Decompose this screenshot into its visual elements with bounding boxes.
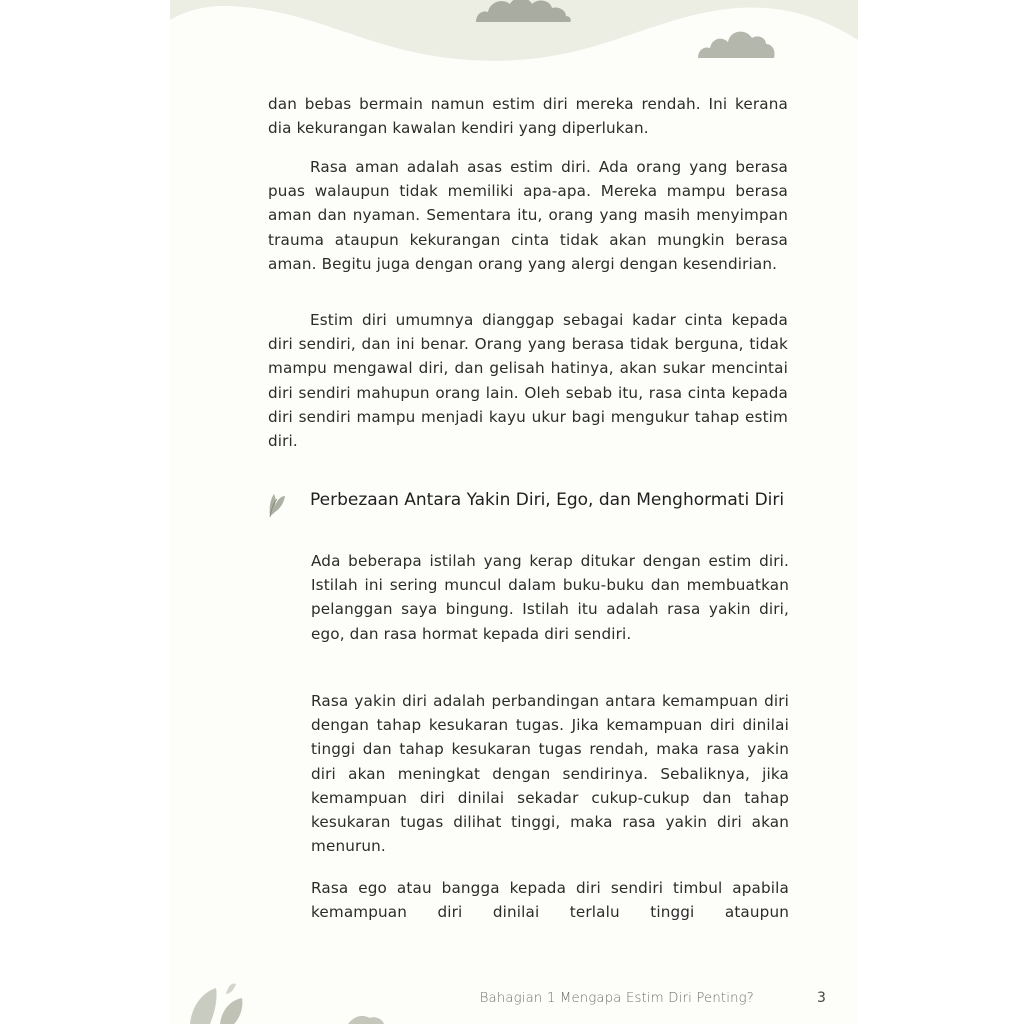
leaves-illustration <box>170 964 470 1024</box>
paragraph: Rasa aman adalah asas estim diri. Ada orang yang berasa puas walaupun tidak memiliki apa-apa. Mereka mampu berasa aman dan nyaman. Sementara itu, orang yang masih menyimpan trauma ataupun kekurangan cinta tidak akan mungkin berasa aman. Begitu juga dengan orang yang alergi dengan kesendirian. <box>268 158 788 273</box>
paragraph: dan bebas bermain namun estim diri mereka rendah. Ini kerana dia kekurangan kawalan kendiri yang diperlukan. <box>268 95 788 138</box>
hills-clouds-illustration <box>170 0 858 70</box>
paragraph: Rasa yakin diri adalah perbandingan antara kemampuan diri dengan tahap kesukaran tugas. Jika kemampuan diri dinilai tinggi dan tahap kesukaran tugas rendah, maka rasa yakin diri akan meningkat dengan sendirinya. Sebaliknya, jika kemampuan diri dinilai sekadar cukup-cukup dan tahap kesukaran tugas dilihat tinggi, maka rasa yakin diri akan menurun. <box>311 692 789 856</box>
leaf-icon <box>266 490 288 518</box>
page-number: 3 <box>817 990 826 1006</box>
section-heading: Perbezaan Antara Yakin Diri, Ego, dan Menghormati Diri <box>310 490 785 510</box>
running-footer-title: Bahagian 1 Mengapa Estim Diri Penting? <box>479 991 754 1006</box>
cloud-icon <box>698 32 775 58</box>
paragraph: Ada beberapa istilah yang kerap ditukar dengan estim diri. Istilah ini sering muncul dalam buku-buku dan membuatkan pelanggan saya bingung. Istilah itu adalah rasa yakin diri, ego, dan rasa hormat kepada diri sendiri. <box>311 552 789 643</box>
paragraph: Rasa ego atau bangga kepada diri sendiri timbul apabila kemampuan diri dinilai terlalu tinggi ataupun <box>311 879 789 922</box>
book-page <box>170 0 858 1024</box>
paragraph: Estim diri umumnya dianggap sebagai kadar cinta kepada diri sendiri, dan ini benar. Orang yang berasa tidak berguna, tidak mampu mengawal diri, dan gelisah hatinya, akan sukar mencintai diri sendiri mahupun orang lain. Oleh sebab itu, rasa cinta kepada diri sendiri mampu menjadi kayu ukur bagi mengukur tahap estim diri. <box>268 311 788 451</box>
